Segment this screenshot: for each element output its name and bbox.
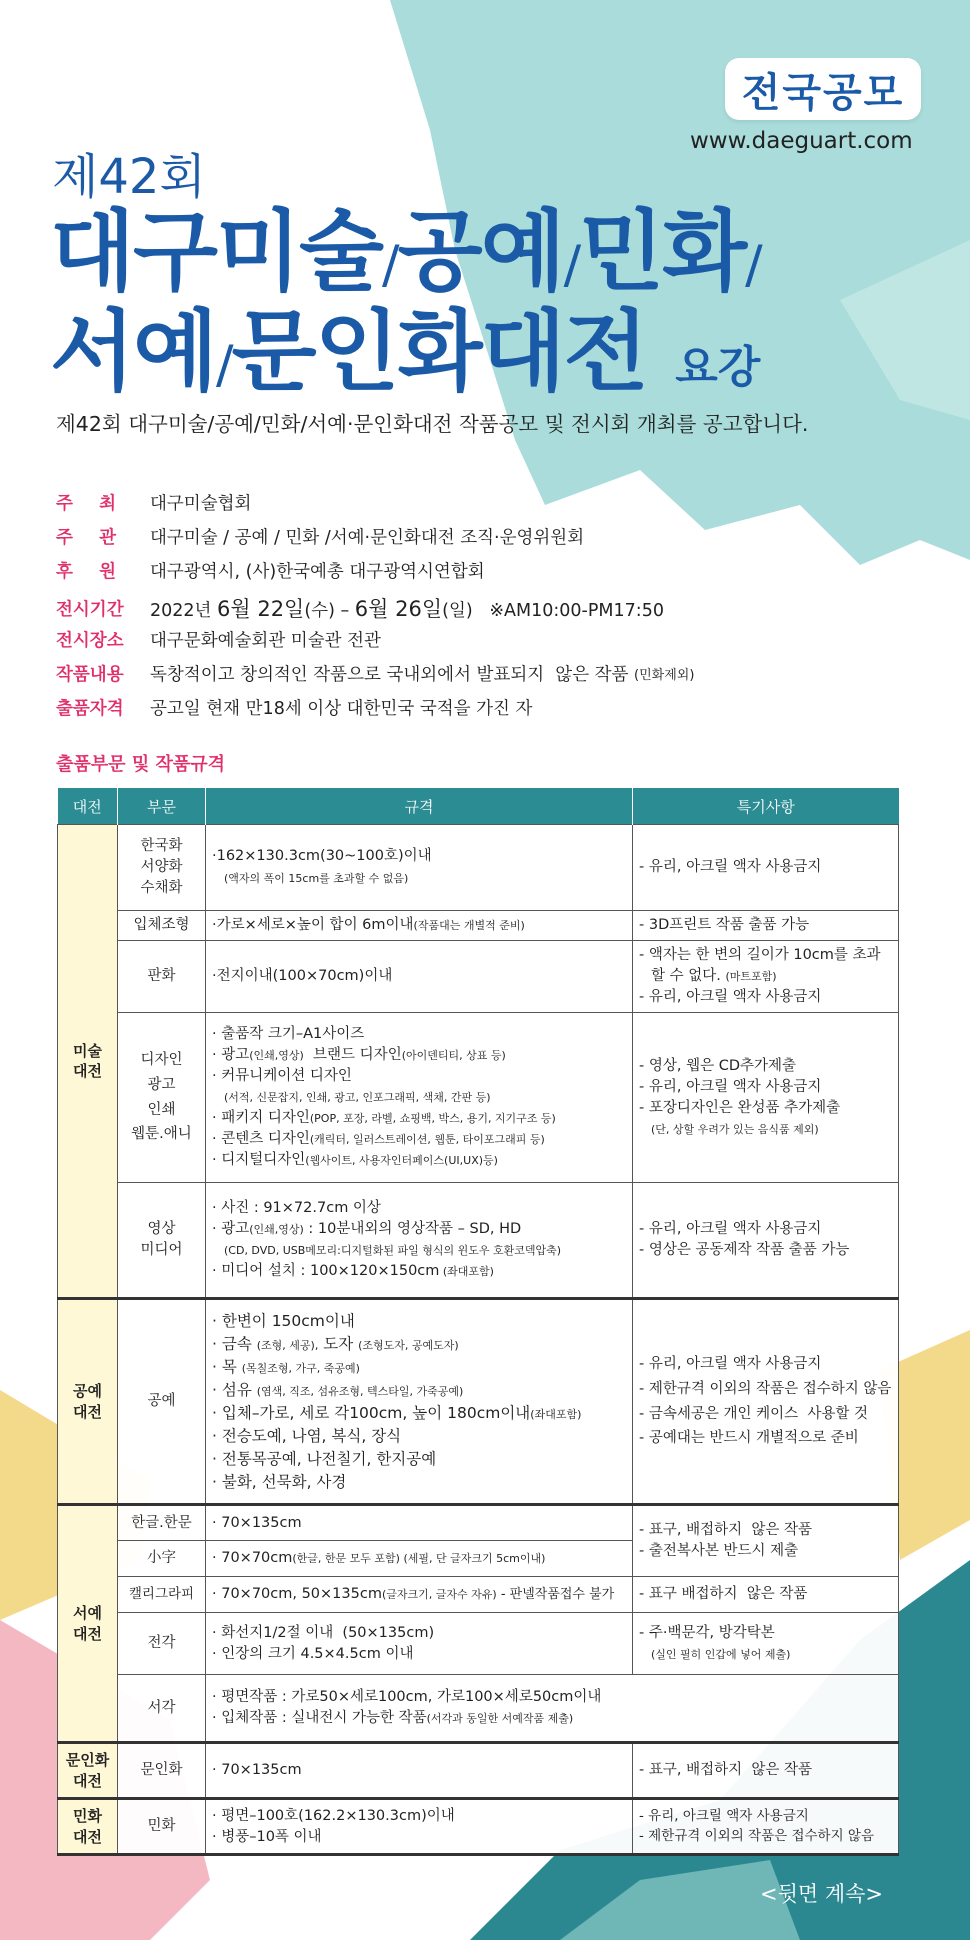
spec-cell: · 70×135cm bbox=[206, 1505, 633, 1541]
note-line: - 유리, 아크릴 액자 사용금지 bbox=[639, 1808, 809, 1824]
table-header-row bbox=[58, 788, 899, 825]
note-small: (단, 상할 우려가 있는 음식품 제외) bbox=[651, 1122, 819, 1136]
category-cell: 판화 bbox=[118, 941, 206, 1013]
title-part: 대구미술 bbox=[50, 200, 383, 303]
spec-cell: · 70×135cm bbox=[206, 1743, 633, 1799]
spec-cell: · 출품작 크기–A1사이즈 · 광고(인쇄,영상) 브랜드 디자인(아이덴티티, 상표 등) · 커뮤니케이션 디자인 (서적, 신문잡지, 인쇄, 광고, 인포그래픽, 색채, 간판 등) · 패키지 디자인(POP, 포장, 라벨, 쇼핑백, 박스, 용기, 지기구조 등) · 콘텐츠 디자인(캐릭터, 일러스트레이션, 웹툰, 타이포그래피 등) · 디지털디자인(웹사이트, 사용자인터페이스(UI,UX)등) bbox=[206, 1013, 633, 1183]
note-line: - 주·백문각, 방각탁본 bbox=[639, 1624, 775, 1641]
intro-text: 제42회 대구미술/공예/민화/서예·문인화대전 작품공모 및 전시회 개최를 공고합니다. bbox=[56, 412, 809, 436]
spec-cell: · 한변이 150cm이내 · 금속 (조형, 세공), 도자 (조형도자, 공예도자) · 목 (목칠조형, 가구, 죽공예) · 섬유 (염색, 직조, 섬유조형, 텍스타일, 가죽공예) · 입체–가로, 세로 각100cm, 높이 180cm이내(좌대포함) · 전승도예, 나염, 복식, 장식 · 전통목공예, 나전칠기, 한지공예 · 불화, 선묵화, 사경 bbox=[206, 1299, 633, 1505]
title-slash: / bbox=[745, 235, 761, 295]
edition-label: 제42회 bbox=[52, 149, 206, 205]
note-cell: - 3D프린트 작품 출품 가능 bbox=[633, 911, 899, 941]
period-end: 6월 26일 bbox=[354, 597, 443, 621]
note-line: - 포장디자인은 완성품 추가제출 bbox=[639, 1099, 841, 1116]
spec-line: · 출품작 크기–A1사이즈 bbox=[212, 1026, 365, 1042]
spec-cell: · 70×70cm, 50×135cm(글자크기, 글자수 자유) - 판넬작품접수 불가 bbox=[206, 1577, 633, 1613]
note-line: - 유리, 아크릴 액자 사용금지 bbox=[639, 1078, 822, 1095]
table-row bbox=[58, 911, 899, 941]
info-value: 독창적이고 창의적인 작품으로 국내외에서 발표되지 않은 작품 bbox=[150, 665, 629, 685]
spec-note: (작품대는 개별적 준비) bbox=[413, 919, 525, 932]
spec-line: · 사진 : 91×72.7cm 이상 bbox=[212, 1200, 381, 1217]
spec-cell: ·전지이내(100×70cm)이내 bbox=[206, 941, 633, 1013]
category-cell: 디자인 광고 인쇄 웹툰.애니 bbox=[118, 1013, 206, 1183]
note-line: 할 수 없다. bbox=[651, 968, 721, 985]
website-url[interactable]: www.daeguart.com bbox=[690, 128, 913, 154]
note-cell: - 유리, 아크릴 액자 사용금지 bbox=[633, 825, 899, 911]
note-line: - 공예대는 반드시 개별적으로 준비 bbox=[639, 1430, 859, 1447]
continued-on-back-text: <뒷면 계속> bbox=[760, 1882, 884, 1906]
division-cell-literati: 문인화 대전 bbox=[58, 1743, 118, 1799]
spec-cell: · 사진 : 91×72.7cm 이상 · 광고(인쇄,영상) : 10분내외의 영상작품 – SD, HD (CD, DVD, USB메모리:디지털화된 파일 형식의 윈도우 호환코덱압축) · 미디어 설치 : 100×120×150cm (좌대포함) bbox=[206, 1183, 633, 1299]
note-line: - 출전복사본 반드시 제출 bbox=[639, 1543, 799, 1560]
note-line: - 유리, 아크릴 액자 사용금지 bbox=[639, 1356, 822, 1373]
table-row bbox=[58, 1675, 899, 1743]
info-key: 주 최 bbox=[56, 494, 116, 514]
section-title: 출품부문 및 작품규격 bbox=[56, 754, 226, 775]
info-key: 전시장소 bbox=[56, 631, 124, 651]
info-value: 대구미술협회 bbox=[150, 494, 252, 514]
note-line: - 액자는 한 변의 길이가 10cm를 초과 bbox=[639, 947, 881, 964]
spec-cell: · 70×70cm(한글, 한문 모두 포함) (세필, 단 글자크기 5cm이내) bbox=[206, 1541, 633, 1577]
note-line: - 금속세공은 개인 케이스 사용할 것 bbox=[639, 1405, 868, 1422]
table-row bbox=[58, 1013, 899, 1183]
period-day: (일) bbox=[442, 601, 473, 621]
category-cell: 한글.한문 bbox=[118, 1505, 206, 1541]
info-row-sponsor bbox=[56, 558, 916, 583]
title-part: 공예 bbox=[397, 200, 564, 303]
division-cell-calligraphy: 서예 대전 bbox=[58, 1505, 118, 1743]
title-slash: / bbox=[216, 335, 232, 395]
note-line: - 제한규격 이외의 작품은 접수하지 않음 bbox=[639, 1827, 874, 1844]
period-year: 2022년 bbox=[150, 601, 218, 621]
table-row bbox=[58, 941, 899, 1013]
info-key: 전시기간 bbox=[56, 599, 124, 620]
table-row bbox=[58, 1183, 899, 1299]
note-line: - 제한규격 이외의 작품은 접수하지 않음 bbox=[639, 1380, 892, 1397]
period-mid: (수) – bbox=[304, 601, 355, 621]
info-row-host bbox=[56, 490, 916, 515]
spec-line: · 인장의 크기 4.5×4.5cm 이내 bbox=[212, 1645, 414, 1662]
spec-line: · 콘텐츠 디자인 bbox=[212, 1131, 310, 1148]
title-part: 서예 bbox=[50, 300, 217, 403]
info-key: 주 관 bbox=[56, 528, 116, 548]
title-line-1 bbox=[50, 200, 761, 303]
category-cell: 영상 미디어 bbox=[118, 1183, 206, 1299]
note-line: - 유리, 아크릴 액자 사용금지 bbox=[639, 1221, 822, 1238]
table-row bbox=[58, 825, 899, 911]
note-cell: - 주·백문각, 방각탁본 (실인 필히 인갑에 넣어 제출) bbox=[633, 1613, 899, 1675]
header-cell: 대전 bbox=[58, 788, 118, 825]
spec-note: (액자의 폭이 15cm를 초과할 수 없음) bbox=[224, 871, 409, 885]
info-note: (민화제외) bbox=[634, 668, 695, 683]
category-cell: 문인화 bbox=[118, 1743, 206, 1799]
category-cell: 전각 bbox=[118, 1613, 206, 1675]
note-cell bbox=[633, 941, 899, 1013]
spec-text: ·가로×세로×높이 합이 6m이내 bbox=[212, 917, 414, 933]
info-row-eligibility bbox=[56, 695, 916, 720]
division-cell-art: 미술 대전 bbox=[58, 825, 118, 1299]
note-cell: - 표구 배접하지 않은 작품 bbox=[633, 1577, 899, 1613]
spec-line: · 광고 bbox=[212, 1221, 250, 1238]
table-row bbox=[58, 1743, 899, 1799]
info-row-period bbox=[56, 593, 916, 623]
table-row bbox=[58, 1505, 899, 1541]
category-cell: 입체조형 bbox=[118, 911, 206, 941]
spec-line: · 평면–100호(162.2×130.3cm)이내 bbox=[212, 1807, 455, 1824]
table-row bbox=[58, 1799, 899, 1855]
info-value: 대구미술 / 공예 / 민화 /서예·문인화대전 조직·운영위원회 bbox=[150, 528, 585, 548]
info-key: 출품자격 bbox=[56, 699, 124, 719]
info-value: 대구광역시, (사)한국예총 대구광역시연합회 bbox=[150, 562, 485, 582]
category-cell: 공예 bbox=[118, 1299, 206, 1505]
info-row-content bbox=[56, 661, 916, 686]
info-value: 대구문화예술회관 미술관 전관 bbox=[150, 631, 381, 651]
title-part: 민화 bbox=[579, 200, 746, 303]
spec-cell bbox=[206, 825, 633, 911]
title-slash: / bbox=[563, 235, 580, 295]
spec-line: · 병풍–10폭 이내 bbox=[212, 1828, 322, 1845]
nationwide-contest-badge: 전국공모 bbox=[725, 58, 921, 120]
table-row bbox=[58, 1577, 899, 1613]
category-cell: 캘리그라피 bbox=[118, 1577, 206, 1613]
division-cell-craft: 공예 대전 bbox=[58, 1299, 118, 1505]
spec-cell bbox=[206, 911, 633, 941]
category-cell: 한국화 서양화 수채화 bbox=[118, 825, 206, 911]
note-cell: - 표구, 배접하지 않은 작품 bbox=[633, 1743, 899, 1799]
note-cell bbox=[633, 1183, 899, 1299]
note-cell bbox=[633, 1299, 899, 1505]
note-small: (마트포함) bbox=[725, 970, 777, 984]
spec-cell bbox=[206, 1799, 633, 1855]
spec-line: · 미디어 설치 : 100×120×150cm bbox=[212, 1263, 440, 1280]
title-slash: / bbox=[382, 235, 398, 295]
note-line: - 영상은 공동제작 작품 출품 가능 bbox=[639, 1242, 850, 1259]
spec-line: · 화선지1/2절 이내 (50×135cm) bbox=[212, 1624, 435, 1641]
note-line: - 영상, 웹은 CD추가제출 bbox=[639, 1057, 797, 1074]
spec-line: · 광고 bbox=[212, 1047, 250, 1064]
spec-table bbox=[57, 788, 899, 1856]
title-suffix: 요강 bbox=[675, 342, 761, 393]
table-row bbox=[58, 1613, 899, 1675]
info-row-organizer bbox=[56, 524, 916, 549]
spec-line: · 입체작품 : 실내전시 가능한 작품 bbox=[212, 1710, 427, 1727]
info-value: 공고일 현재 만18세 이상 대한민국 국적을 가진 자 bbox=[150, 699, 533, 719]
header-cell: 규격 bbox=[206, 788, 633, 825]
category-cell: 민화 bbox=[118, 1799, 206, 1855]
header-cell: 특기사항 bbox=[633, 788, 899, 825]
spec-cell bbox=[206, 1613, 633, 1675]
title-part: 문인화대전 bbox=[231, 300, 647, 403]
spec-line: · 평면작품 : 가로50×세로100cm, 가로100×세로50cm이내 bbox=[212, 1689, 602, 1706]
table-row bbox=[58, 1299, 899, 1505]
period-start: 6월 22일 bbox=[217, 597, 305, 621]
note-line: - 유리, 아크릴 액자 사용금지 bbox=[639, 989, 822, 1006]
period-hours: ※AM10:00-PM17:50 bbox=[472, 601, 664, 621]
note-cell bbox=[633, 1013, 899, 1183]
info-row-venue bbox=[56, 627, 916, 652]
header-cell: 부문 bbox=[118, 788, 206, 825]
spec-line: · 커뮤니케이션 디자인 bbox=[212, 1068, 352, 1085]
info-key: 후 원 bbox=[56, 562, 116, 582]
note-line: - 표구, 배접하지 않은 작품 bbox=[639, 1522, 812, 1539]
title-line-2 bbox=[50, 300, 761, 403]
info-key: 작품내용 bbox=[56, 665, 124, 685]
note-cell bbox=[633, 1799, 899, 1855]
division-cell-minhwa: 민화 대전 bbox=[58, 1799, 118, 1855]
category-cell: 小字 bbox=[118, 1541, 206, 1577]
note-cell bbox=[633, 1505, 899, 1577]
info-value bbox=[150, 593, 664, 623]
spec-line: · 패키지 디자인 bbox=[212, 1110, 310, 1127]
spec-line: · 디지털디자인 bbox=[212, 1152, 306, 1169]
spec-cell: · 평면작품 : 가로50×세로100cm, 가로100×세로50cm이내 · 입체작품 : 실내전시 가능한 작품(서각과 동일한 서예작품 제출) bbox=[206, 1675, 899, 1743]
spec-text: ·162×130.3cm(30~100호)이내 bbox=[212, 848, 432, 865]
category-cell: 서각 bbox=[118, 1675, 206, 1743]
